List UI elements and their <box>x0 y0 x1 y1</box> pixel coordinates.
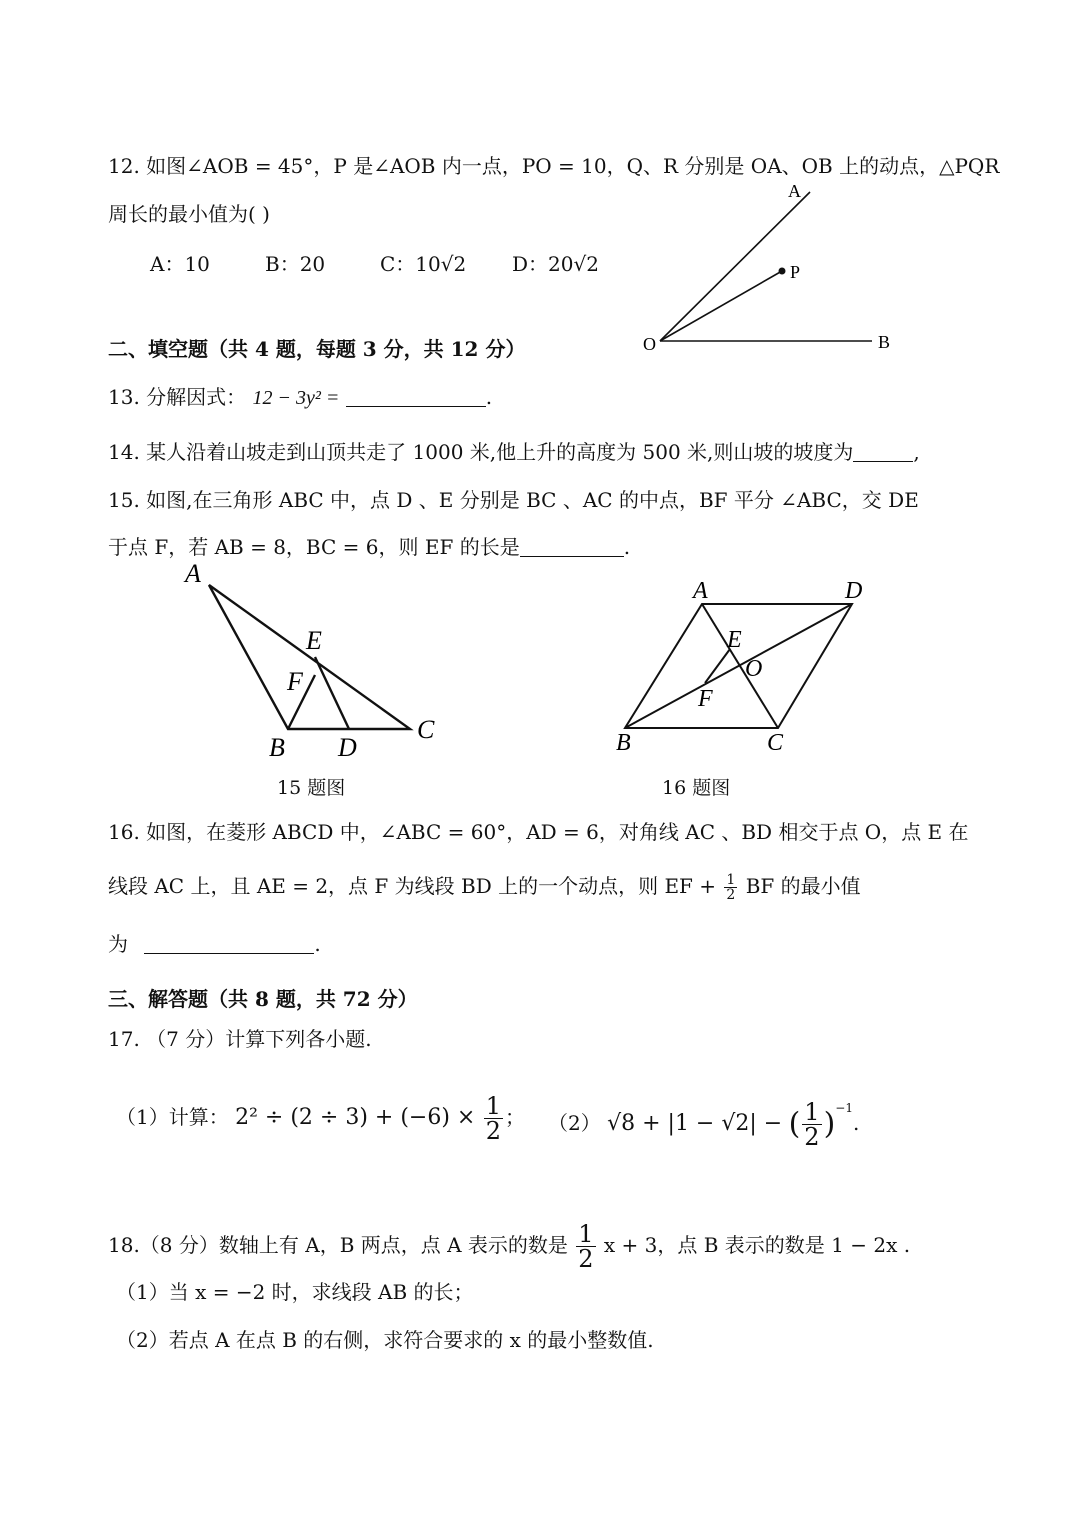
q16-fraction <box>724 873 737 902</box>
q17-part2 <box>548 1094 859 1149</box>
section3-heading: 三、解答题（共 8 题，共 72 分） <box>108 987 418 1011</box>
q17-p2-expr: √8 + |1 − √2| − <box>607 1111 783 1136</box>
ray-oa <box>660 192 810 341</box>
triangle-abc <box>209 585 410 729</box>
q17-p1-fraction <box>484 1094 503 1143</box>
q15-line2-text: 于点 F，若 AB = 8，BC = 6，则 EF 的长是 <box>108 535 520 559</box>
label-b: B <box>269 733 285 762</box>
q12-angle-figure <box>630 170 910 370</box>
q15-line1: 15. 如图,在三角形 ABC 中，点 D 、E 分别是 BC 、AC 的中点，BF 平分 ∠ABC，交 DE <box>108 488 919 512</box>
q12-option-b: B：20 <box>265 252 326 276</box>
q17-p1-label: （1）计算： <box>116 1105 229 1129</box>
q14-answer-blank <box>853 441 913 462</box>
label-d: D <box>845 578 863 604</box>
diagonal-bd <box>625 604 852 728</box>
q18-line1b: x + 3，点 B 表示的数是 1 − 2x . <box>603 1233 911 1257</box>
q17-p2-rparen: ) <box>823 1106 836 1142</box>
q14-text: 14. 某人沿着山坡走到山顶共走了 1000 米,他上升的高度为 500 米,则山坡的坡度为 <box>108 440 854 464</box>
q15-answer-blank <box>520 536 624 557</box>
q16-line3 <box>108 930 321 958</box>
q12-line1: 12. 如图∠AOB = 45°，P 是∠AOB 内一点，PO = 10，Q、R 分别是 OA、OB 上的动点，△PQR <box>108 154 1000 178</box>
q16-rhombus-figure <box>605 570 885 770</box>
q16-line2b: BF 的最小值 <box>745 874 861 898</box>
label-c: C <box>417 715 435 744</box>
q17-p2-end: . <box>853 1111 860 1135</box>
q18-den: 2 <box>578 1245 594 1273</box>
q17-p1-end: ； <box>505 1105 525 1129</box>
q13-suffix: . <box>485 385 493 409</box>
q18-line1 <box>108 1222 910 1271</box>
q17-title: 17. （7 分）计算下列各小题. <box>108 1027 372 1051</box>
q14-suffix: , <box>913 440 920 464</box>
q16-line1: 16. 如图，在菱形 ABCD 中，∠ABC = 60°，AD = 6，对角线 AC 、BD 相交于点 O，点 E 在 <box>108 820 969 844</box>
q17-p2-num: 1 <box>804 1098 820 1126</box>
label-b: B <box>616 730 631 756</box>
q15-line2 <box>108 533 630 561</box>
section2-heading: 二、填空题（共 4 题，每题 3 分，共 12 分） <box>108 337 526 361</box>
label-e: E <box>306 626 322 655</box>
q12-option-c: C：10√2 <box>380 252 467 276</box>
segment-de <box>315 657 349 729</box>
q17-p2-lparen: ( <box>788 1106 801 1142</box>
label-a: A <box>693 578 708 604</box>
label-a: A <box>185 559 201 588</box>
label-c: C <box>767 730 784 756</box>
q17-p2-den: 2 <box>804 1123 820 1151</box>
q16-figure-caption: 16 题图 <box>662 777 731 799</box>
q17-p2-exponent: −1 <box>835 1101 853 1115</box>
q17-p1-num: 1 <box>485 1092 501 1120</box>
q15-triangle-figure <box>180 560 480 770</box>
label-o: O <box>643 334 656 354</box>
q18-sub1: （1）当 x = −2 时，求线段 AB 的长； <box>116 1280 474 1304</box>
q17-p1-expr: 2² ÷ (2 ÷ 3) + (−6) × <box>235 1105 476 1130</box>
q13-expr: 12 − 3y² = <box>252 387 340 409</box>
q18-fraction <box>576 1222 595 1271</box>
q17-p2-fraction <box>802 1100 821 1149</box>
q14-line <box>108 438 920 466</box>
q15-figure-caption: 15 题图 <box>277 777 346 799</box>
q17-part1 <box>116 1094 525 1143</box>
q17-p1-den: 2 <box>485 1117 501 1145</box>
q16-line3-text: 为 <box>108 932 128 956</box>
label-p: P <box>790 262 801 282</box>
q16-frac-num: 1 <box>726 872 736 888</box>
label-f: F <box>287 667 303 696</box>
label-d: D <box>338 733 357 762</box>
q13-prefix: 13. 分解因式： <box>108 385 247 409</box>
q18-num: 1 <box>578 1220 594 1248</box>
q16-line2a: 线段 AC 上，且 AE = 2，点 F 为线段 BD 上的一个动点，则 EF + <box>108 874 717 898</box>
q13-answer-blank <box>346 386 486 407</box>
label-e: E <box>727 627 742 653</box>
q16-answer-blank <box>144 933 314 954</box>
q13-line <box>108 383 492 412</box>
q15-suffix: . <box>623 535 631 559</box>
point-p <box>779 268 786 275</box>
q16-line2 <box>108 872 861 902</box>
q12-option-d: D：20√2 <box>512 252 599 276</box>
label-o: O <box>745 656 763 682</box>
q12-option-a: A：10 <box>150 252 210 276</box>
q16-frac-den: 2 <box>726 887 736 903</box>
q18-sub2: （2）若点 A 在点 B 的右侧，求符合要求的 x 的最小整数值. <box>116 1328 654 1352</box>
q16-suffix: . <box>314 932 321 956</box>
q12-line2: 周长的最小值为( ) <box>108 202 270 226</box>
label-a: A <box>788 181 801 201</box>
label-b: B <box>878 332 891 352</box>
q17-p2-label: （2） <box>548 1111 601 1135</box>
q18-line1a: 18.（8 分）数轴上有 A，B 两点，点 A 表示的数是 <box>108 1233 568 1257</box>
label-f: F <box>698 686 713 712</box>
